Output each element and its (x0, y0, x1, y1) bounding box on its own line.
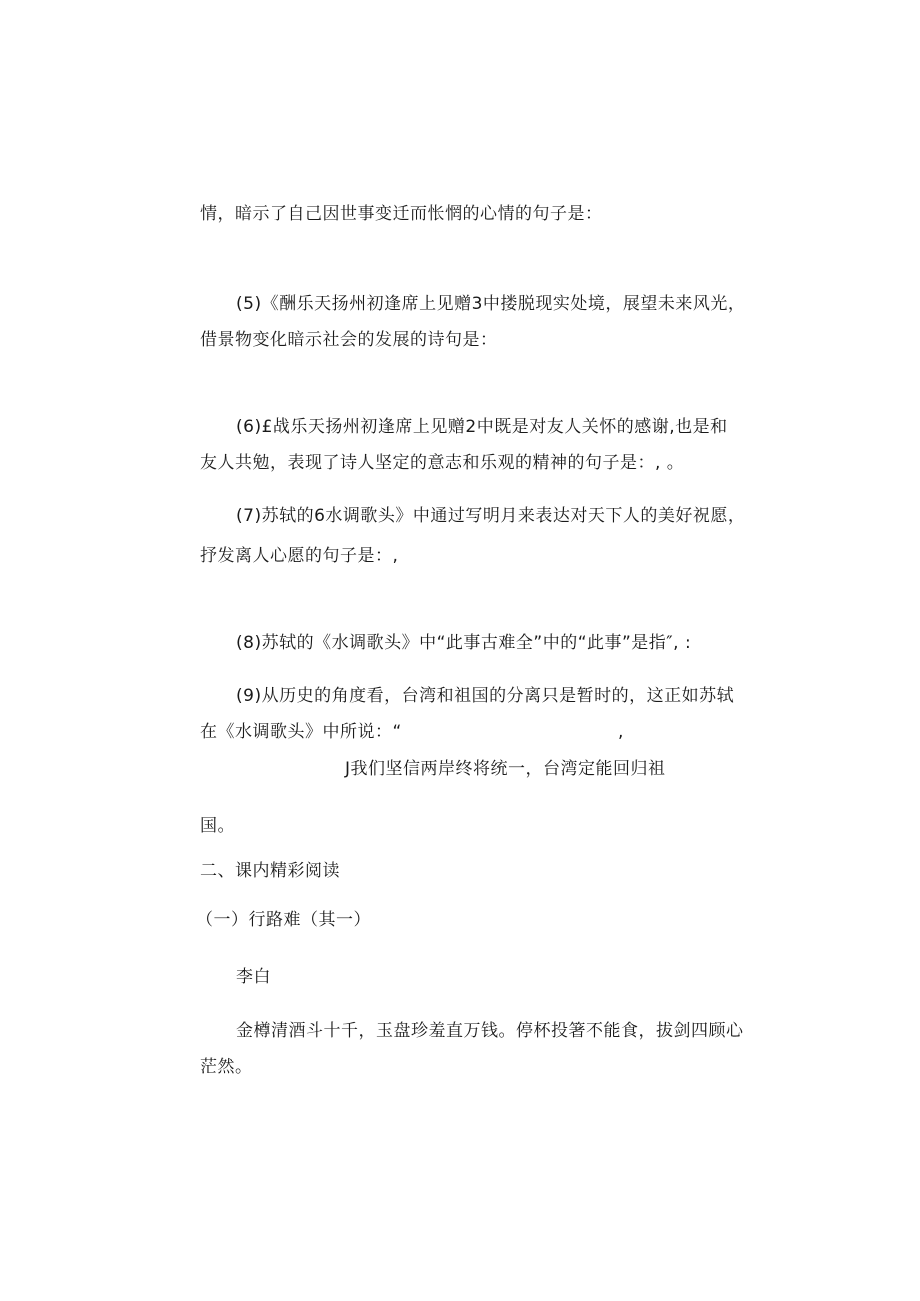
poem-title: （一）行路难（其一） (196, 910, 371, 930)
question-8-line: (8)苏轼的《水调歌头》中“此事古难全”中的“此事”是指″, : (236, 633, 692, 653)
question-7-line-1: (7)苏轼的6水调歌头》中通过写明月来表达对天下人的美好祝愿， (236, 506, 746, 526)
question-9-line-2: 在《水调歌头》中所说：“ (200, 722, 402, 742)
question-9-line-1: (9)从历史的角度看，台湾和祖国的分离只是暂时的，这正如苏轼 (236, 686, 735, 706)
poem-line-1: 金樽清酒斗十千，玉盘珍羞直万钱。停杯投箸不能食，拔剑四顾心 (236, 1021, 744, 1041)
poem-line-2: 茫然。 (200, 1057, 253, 1077)
question-6-line-2: 友人共勉，表现了诗人坚定的意志和乐观的精神的句子是：, 。 (200, 453, 685, 473)
question-5-line-1: (5)《酬乐天扬州初逢席上见赠3中搂脱现实处境，展望未来风光， (236, 294, 746, 314)
question-5-line-2: 借景物变化暗示社会的发展的诗句是： (200, 330, 498, 350)
question-9-line-4: 国。 (200, 816, 235, 836)
poem-author: 李白 (236, 967, 271, 987)
text-line: 情，暗示了自己因世事变迁而怅惘的心情的句子是： (200, 204, 603, 224)
section-heading: 二、课内精彩阅读 (200, 861, 340, 881)
question-7-line-2: 抒发离人心愿的句子是：, (200, 546, 399, 566)
question-9-comma: , (618, 722, 624, 742)
question-6-line-1: (6)£战乐天扬州初逢席上见赠2中既是对友人关怀的感谢,也是和 (236, 417, 728, 437)
question-9-line-3: J我们坚信两岸终将统一，台湾定能回归祖 (345, 759, 666, 779)
